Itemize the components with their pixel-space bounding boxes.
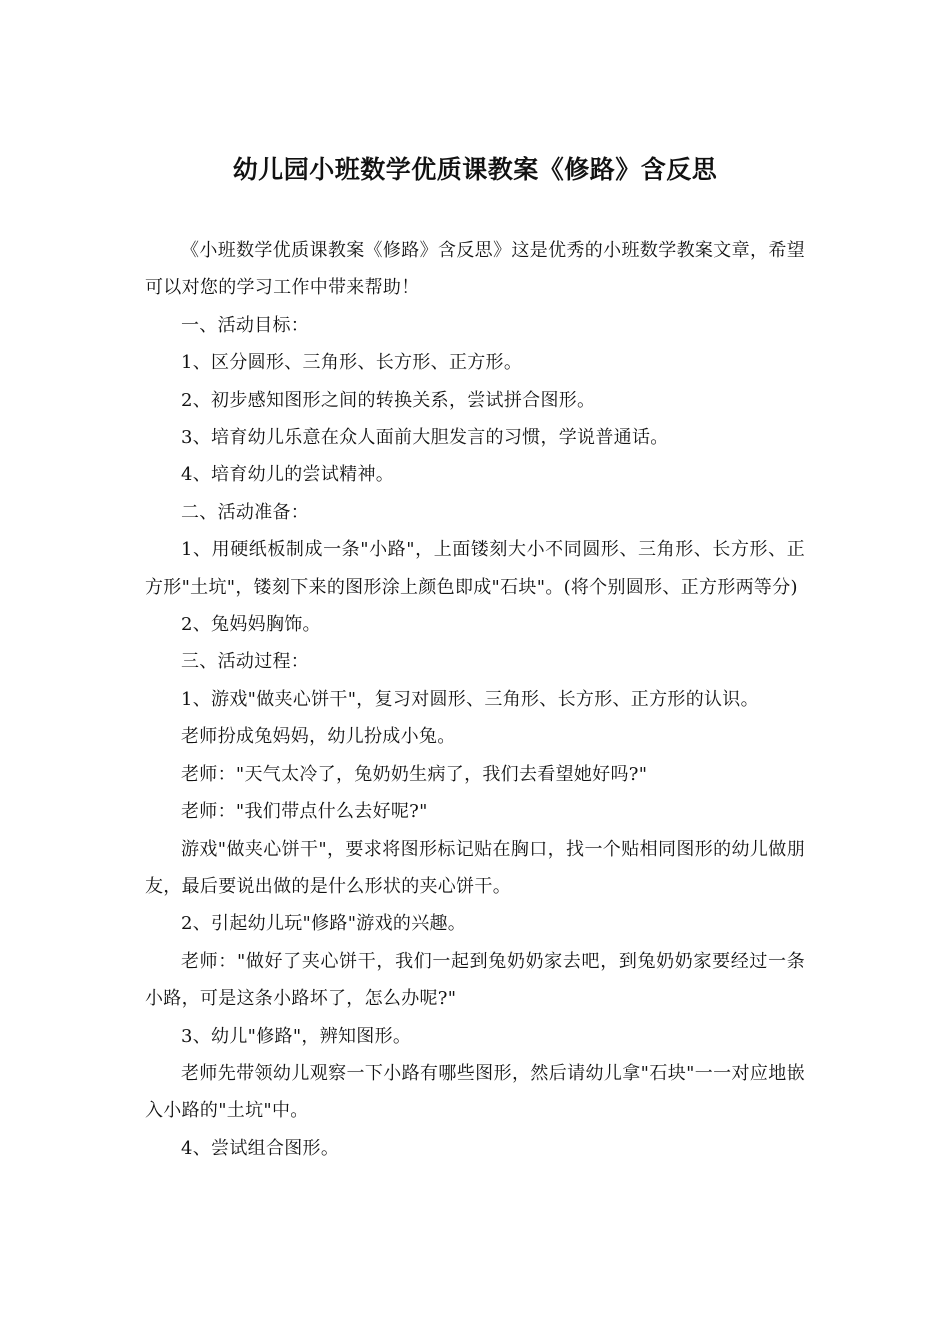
- paragraph: 老师扮成兔妈妈，幼儿扮成小兔。: [181, 726, 456, 748]
- paragraph: 游戏"做夹心饼干"，要求将图形标记贴在胸口，找一个贴相同图形的幼儿做朋友，最后要说出做的是什么形状的夹心饼干。: [145, 838, 805, 897]
- heading-activity-goals: 一、活动目标：: [181, 314, 310, 336]
- paragraph: 3、幼儿"修路"，辨知图形。: [181, 1025, 412, 1047]
- paragraph: 4、尝试组合图形。: [181, 1137, 340, 1159]
- paragraph: 1、区分圆形、三角形、长方形、正方形。: [181, 352, 523, 374]
- document-title: 幼儿园小班数学优质课教案《修路》含反思: [232, 155, 718, 184]
- paragraph: 老师先带领幼儿观察一下小路有哪些图形，然后请幼儿拿"石块"一一对应地嵌入小路的"土坑"中。: [145, 1062, 805, 1122]
- paragraph: 老师："我们带点什么去好呢?": [181, 801, 428, 823]
- paragraph-intro: 《小班数学优质课教案《修路》含反思》这是优秀的小班数学教案文章，希望可以对您的学习工作中带来帮助！: [145, 240, 805, 299]
- heading-activity-preparation: 二、活动准备：: [181, 501, 310, 523]
- document-body: [145, 232, 805, 1167]
- paragraph: 1、游戏"做夹心饼干"，复习对圆形、三角形、长方形、正方形的认识。: [181, 688, 759, 710]
- paragraph: 3、培育幼儿乐意在众人面前大胆发言的习惯，学说普通话。: [181, 427, 669, 449]
- paragraph: 2、初步感知图形之间的转换关系，尝试拼合图形。: [181, 389, 596, 411]
- paragraph: 老师："天气太冷了，兔奶奶生病了，我们去看望她好吗?": [181, 763, 648, 785]
- heading-activity-process: 三、活动过程：: [181, 651, 310, 673]
- paragraph: 2、兔妈妈胸饰。: [181, 614, 321, 636]
- paragraph: 老师："做好了夹心饼干，我们一起到兔奶奶家去吧，到兔奶奶家要经过一条小路，可是这条小路坏了，怎么办呢?": [145, 950, 805, 1010]
- paragraph: 1、用硬纸板制成一条"小路"，上面镂刻大小不同圆形、三角形、长方形、正方形"土坑"，镂刻下来的图形涂上颜色即成"石块"。(将个别圆形、正方形两等分): [145, 539, 805, 598]
- paragraph: 2、引起幼儿玩"修路"游戏的兴趣。: [181, 913, 467, 935]
- paragraph: 4、培育幼儿的尝试精神。: [181, 464, 395, 486]
